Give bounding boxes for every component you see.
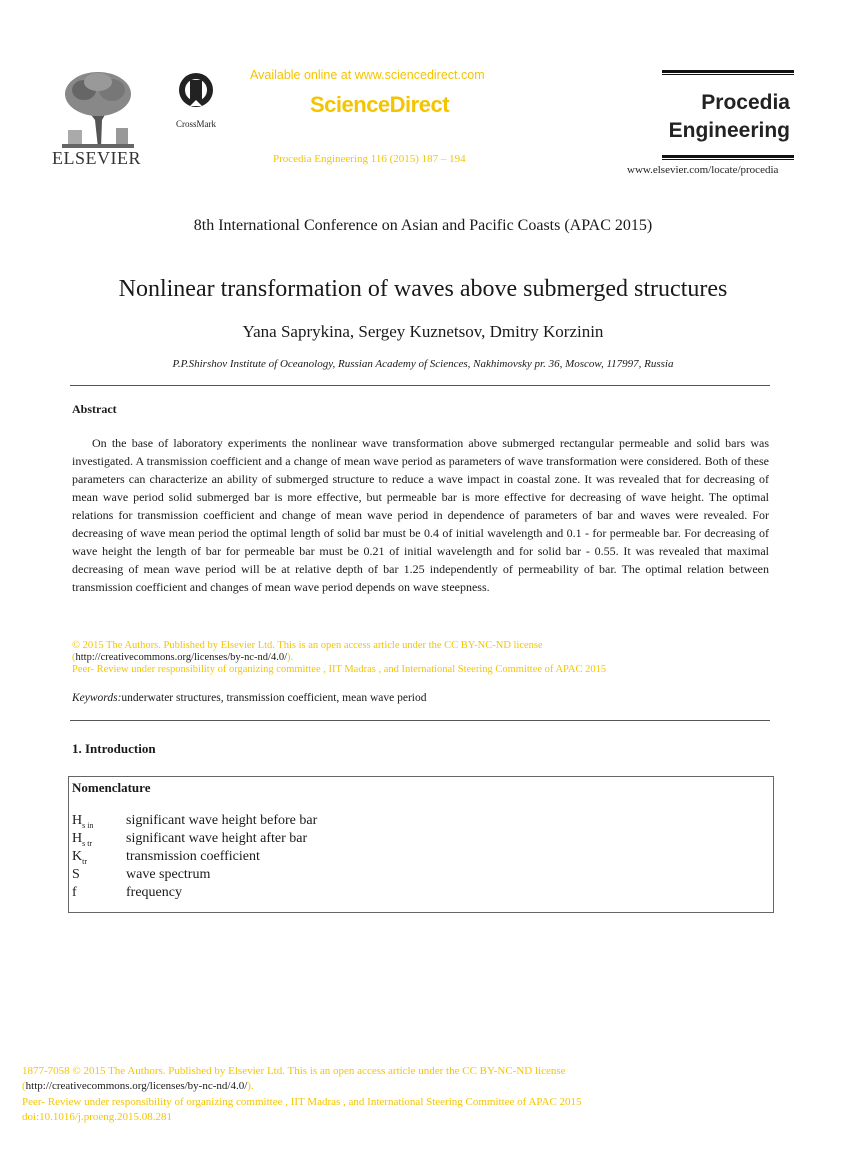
license-link-line: [72, 652, 293, 663]
footer-link-line: [22, 1080, 254, 1092]
definition: significant wave height before bar: [126, 813, 318, 828]
peer-review-line: Peer- Review under responsibility of organizing committee , IIT Madras , and International Steering Committee of APAC 2015: [72, 664, 607, 675]
crossmark-label: CrossMark: [176, 119, 216, 129]
section-heading: 1. Introduction: [72, 741, 156, 756]
divider: [70, 385, 770, 386]
authors: Yana Saprykina, Sergey Kuznetsov, Dmitry Korzinin: [242, 322, 604, 341]
paper-title: Nonlinear transformation of waves above submerged structures: [118, 276, 728, 302]
elsevier-logo: [52, 70, 144, 168]
footer-doi[interactable]: doi:10.1016/j.proeng.2015.08.281: [22, 1111, 173, 1123]
elsevier-tree-icon: [62, 70, 134, 148]
paren-close: ).: [287, 652, 294, 663]
rule: [662, 70, 794, 73]
definition: wave spectrum: [126, 867, 211, 882]
journal-box: [662, 70, 794, 160]
symbol: f: [72, 885, 77, 900]
footer-peer-review: Peer- Review under responsibility of organizing committee , IIT Madras , and International Steering Committee of APAC 2015: [22, 1096, 582, 1108]
nomenclature-row: [72, 885, 182, 901]
nomenclature-row: [72, 831, 307, 848]
crossmark-badge[interactable]: [170, 72, 222, 129]
paren-open: (: [22, 1080, 26, 1092]
symbol: S: [72, 867, 80, 882]
available-online-link[interactable]: Available online at www.sciencedirect.com: [250, 68, 485, 82]
symbol: H: [72, 831, 83, 846]
rule: [662, 155, 794, 158]
journal-citation: Procedia Engineering 116 (2015) 187 – 194: [273, 153, 466, 165]
symbol-subscript: s tr: [82, 838, 93, 848]
abstract-heading: Abstract: [72, 402, 117, 416]
symbol: K: [72, 849, 83, 864]
keywords-text: underwater structures, transmission coefficient, mean wave period: [121, 692, 427, 704]
symbol: H: [72, 813, 83, 828]
footer-issn-line: 1877-7058 © 2015 The Authors. Published by Elsevier Ltd. This is an open access article under the CC BY-NC-ND license: [22, 1065, 566, 1077]
sciencedirect-logo[interactable]: ScienceDirect: [310, 92, 450, 117]
paren-open: (: [72, 652, 76, 663]
keywords-label: Keywords:: [72, 692, 122, 704]
nomenclature-box: [68, 776, 774, 913]
nomenclature-row: [72, 867, 210, 883]
crossmark-icon: [178, 72, 214, 112]
rule: [662, 159, 794, 160]
journal-name: [662, 89, 790, 145]
journal-name-line1: Procedia: [701, 91, 790, 114]
symbol-subscript: tr: [82, 856, 88, 866]
rule: [662, 74, 794, 75]
nomenclature-row: [72, 849, 260, 866]
publisher-name: ELSEVIER: [52, 148, 141, 168]
abstract-body: On the base of laboratory experiments the nonlinear wave transformation above submerged rectangular permeable and solid bars was investigated. A transmission coefficient and a change of mean wave period as parameters of wave transformation were considered. Both of these parameters can characterize an ability of submerged structure to reduce a wave impact in coastal zone. It was revealed that for decreasing of mean wave period solid submerged bar is more effective, but permeable bar is more effective for decreasing of wave height. The optimal relations for transmission coefficient and change of mean wave period in dependence of parameters of bar and waves were revealed. For decreasing of wave mean period the optimal length of solid bar must be 0.4 of initial wavelength and 0.1 - for permeable bar. For decreasing of wave height the length of bar for permeable bar must be 0.21 of initial wavelength and for solid bar - 0.55. It was revealed that maximal decreasing of mean wave period will be at relative depth of bar 1.25 independently of permeability of bar. The optimal relation between transmission coefficient and changes of mean wave period depends on wave steepness.: [72, 436, 769, 594]
license-link[interactable]: http://creativecommons.org/licenses/by-nc-nd/4.0/: [75, 652, 288, 663]
conference-name: 8th International Conference on Asian and Pacific Coasts (APAC 2015): [193, 217, 653, 234]
symbol-subscript: s in: [82, 820, 94, 830]
paren-close: ).: [247, 1080, 254, 1092]
divider: [70, 720, 770, 721]
definition: frequency: [126, 885, 182, 900]
journal-url[interactable]: www.elsevier.com/locate/procedia: [627, 164, 779, 176]
license-line: © 2015 The Authors. Published by Elsevier Ltd. This is an open access article under the CC BY-NC-ND license: [72, 640, 543, 651]
affiliation: P.P.Shirshov Institute of Oceanology, Russian Academy of Sciences, Nakhimovsky pr. 36, Moscow, 117997, Russia: [172, 358, 674, 370]
journal-name-line2: Engineering: [668, 119, 790, 142]
nomenclature-title: Nomenclature: [72, 780, 151, 795]
nomenclature-row: [72, 813, 317, 830]
keywords: [72, 692, 426, 704]
definition: transmission coefficient: [126, 849, 260, 864]
definition: significant wave height after bar: [126, 831, 308, 846]
footer-license-link[interactable]: http://creativecommons.org/licenses/by-nc-nd/4.0/: [25, 1080, 248, 1092]
